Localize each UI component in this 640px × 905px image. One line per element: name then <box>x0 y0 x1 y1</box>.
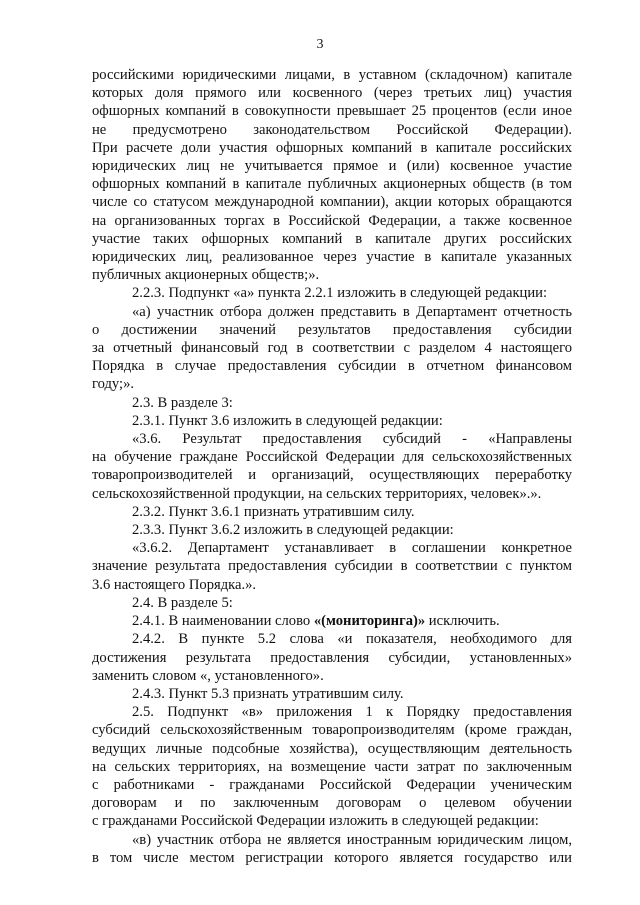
paragraph-line: публичных акционерных обществ;». <box>92 267 320 284</box>
paragraph-line: 2.3.3. Пункт 3.6.2 изложить в следующей редакции: <box>132 522 454 539</box>
paragraph-line: с работниками - гражданами Российской Федерации ученическим <box>92 776 572 793</box>
paragraph-line: на организованных торгах в Российской Федерации, а также косвенное <box>92 212 572 229</box>
paragraph-line: участие таких офшорных компаний в капитале других российских <box>92 230 572 247</box>
paragraph-line: юридических лиц, реализованное через участие в капитале указанных <box>92 249 572 266</box>
paragraph-line: «а) участник отбора должен представить в Департамент отчетность <box>132 303 572 320</box>
paragraph-line: на обучение граждане Российской Федерации для сельскохозяйственных <box>92 449 572 466</box>
paragraph-line: за отчетный финансовый год в соответствии с разделом 4 настоящего <box>92 340 572 357</box>
paragraph-line: юридических лиц не учитывается прямое и (или) косвенное участие <box>92 158 572 175</box>
paragraph-line: сельскохозяйственной продукции, на сельских территориях, человек».». <box>92 485 542 502</box>
paragraph-line: достижения результата предоставления субсидии, установленных» <box>92 649 572 666</box>
paragraph-line: в том числе местом регистрации которого является государство или <box>92 849 572 866</box>
paragraph-line: с гражданами Российской Федерации изложить в следующей редакции: <box>92 813 539 830</box>
paragraph-line: году;». <box>92 376 135 393</box>
paragraph-line: 2.5. Подпункт «в» приложения 1 к Порядку предоставления <box>132 704 572 721</box>
paragraph-line: субсидий сельскохозяйственным товаропроизводителям (кроме граждан, <box>92 722 572 739</box>
paragraph-line: «3.6.2. Департамент устанавливает в соглашении конкретное <box>132 540 572 557</box>
paragraph-line: 2.2.3. Подпункт «а» пункта 2.2.1 изложить в следующей редакции: <box>132 285 548 302</box>
paragraph-line: 2.3.1. Пункт 3.6 изложить в следующей редакции: <box>132 412 443 429</box>
page-number: 3 <box>316 37 324 52</box>
paragraph-line: Порядка в случае предоставления субсидии в отчетном финансовом <box>92 358 572 375</box>
paragraph-line: «в) участник отбора не является иностранным юридическим лицом, <box>132 831 572 848</box>
paragraph-line: ведущих личные подсобные хозяйства), осуществляющим деятельность <box>92 740 572 757</box>
document-body <box>92 66 572 867</box>
paragraph-line: значение результата предоставления субсидии в соответствии с пунктом <box>92 558 572 575</box>
emphasized-term: «(мониторинга)» <box>313 613 426 630</box>
paragraph-line: 2.3.2. Пункт 3.6.1 признать утратившим силу. <box>132 503 415 520</box>
paragraph-line: При расчете доли участия офшорных компаний в капитале российских <box>92 139 572 156</box>
paragraph-line: 3.6 настоящего Порядка.». <box>92 576 257 593</box>
paragraph-line: 2.4.3. Пункт 5.3 признать утратившим силу. <box>132 685 404 702</box>
paragraph-line: которых доля прямого или косвенного (через третьих лиц) участия <box>92 85 572 102</box>
paragraph-line: на сельских территориях, на возмещение части затрат по заключенным <box>92 758 572 775</box>
paragraph-line: 2.4. В разделе 5: <box>132 594 233 611</box>
paragraph-line: российскими юридическими лицами, в уставном (складочном) капитале <box>92 67 572 83</box>
paragraph-line: 2.3. В разделе 3: <box>132 394 233 411</box>
paragraph-line: числе со статусом международной компании), акции которых обращаются <box>92 194 572 211</box>
paragraph-line: офшорных компаний в капитале публичных акционерных обществ (в том <box>92 176 572 193</box>
paragraph-line: о достижении значений результатов предоставления субсидии <box>92 321 572 338</box>
paragraph-line: офшорных компаний в совокупности превышает 25 процентов (если иное <box>92 103 572 120</box>
paragraph-line: 2.4.2. В пункте 5.2 слова «и показателя, необходимого для <box>132 631 572 648</box>
paragraph-line: товаропроизводителей и организаций, осуществляющих переработку <box>92 467 572 484</box>
paragraph-line: заменить словом «, установленного». <box>92 667 324 684</box>
paragraph-line: договорам и по заключенным договорам о целевом обучении <box>92 795 572 812</box>
paragraph-line: не предусмотрено законодательством Российской Федерации). <box>92 121 572 138</box>
paragraph-line: «3.6. Результат предоставления субсидий - «Направлены <box>132 431 572 448</box>
paragraph-line: 2.4.1. В наименовании слово «(мониторинга)» исключить. <box>132 613 500 630</box>
